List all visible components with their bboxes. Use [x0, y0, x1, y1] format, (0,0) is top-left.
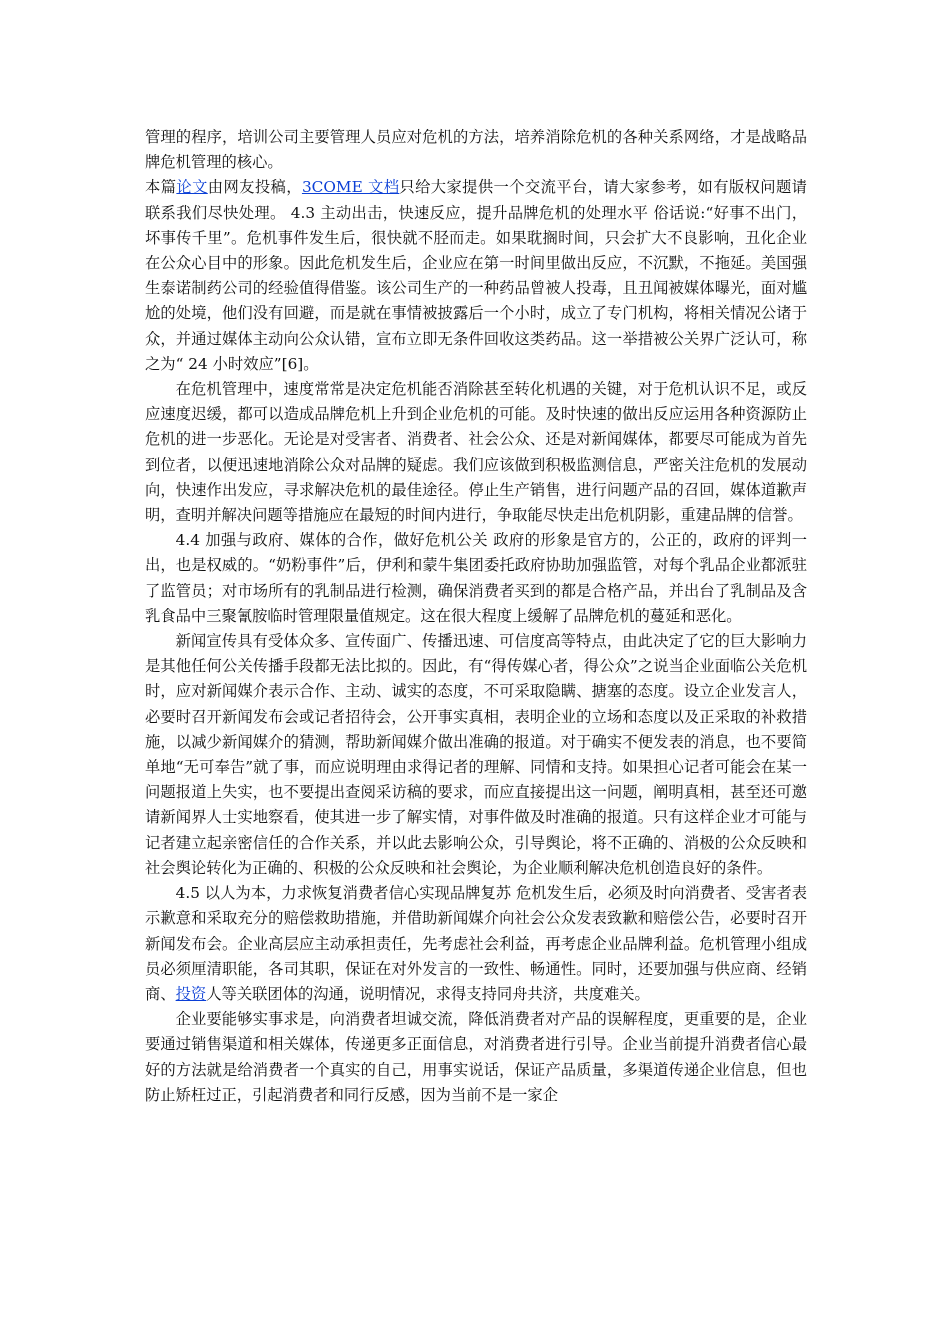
- paragraph-6-text-1: 4.5 以人为本，力求恢复消费者信心实现品牌复苏 危机发生后，必须及时向消费者、受害者表示歉意和采取充分的赔偿救助措施，并借助新闻媒介向社会公众发表致歉和赔偿公告，必要时召开新闻发布会。企业高层应主动承担责任，先考虑社会利益，再考虑企业品牌利益。危机管理小组成员必须厘清职能，各司其职，保证在对外发言的一致性、畅通性。同时，还要加强与供应商、经销商、: [145, 884, 807, 1003]
- paragraph-7: 企业要能够实事求是，向消费者坦诚交流，降低消费者对产品的误解程度，更重要的是，企业要通过销售渠道和相关媒体，传递更多正面信息，对消费者进行引导。企业当前提升消费者信心最好的方法就是给消费者一个真实的自己，用事实说话，保证产品质量，多渠道传递企业信息，但也防止矫枉过正，引起消费者和同行反感，因为当前不是一家企: [145, 1010, 807, 1104]
- paragraph-2: [145, 175, 807, 377]
- paragraph-2-text-1: 本篇: [145, 178, 177, 197]
- paragraph-1: 管理的程序，培训公司主要管理人员应对危机的方法，培养消除危机的各种关系网络，才是战略品牌危机管理的核心。: [145, 128, 807, 172]
- paragraph-6: [145, 881, 807, 1007]
- link-3come-docs[interactable]: 3COME 文档: [301, 178, 400, 197]
- paragraph-3: 在危机管理中，速度常常是决定危机能否消除甚至转化机遇的关键，对于危机认识不足，或反应速度迟缓，都可以造成品牌危机上升到企业危机的可能。及时快速的做出反应运用各种资源防止危机的进一步恶化。无论是对受害者、消费者、社会公众、还是对新闻媒体，都要尽可能成为首先到位者，以便迅速地消除公众对品牌的疑虑。我们应该做到积极监测信息，严密关注危机的发展动向，快速作出发应，寻求解决危机的最佳途径。停止生产销售，进行问题产品的召回，媒体道歉声明，查明并解决问题等措施应在最短的时间内进行，争取能尽快走出危机阴影，重建品牌的信誉。: [145, 380, 807, 525]
- paragraph-5: 新闻宣传具有受体众多、宣传面广、传播迅速、可信度高等特点，由此决定了它的巨大影响力是其他任何公关传播手段都无法比拟的。因此，有“得传媒心者，得公众”之说当企业面临公关危机时，应对新闻媒介表示合作、主动、诚实的态度，不可采取隐瞒、搪塞的态度。设立企业发言人，必要时召开新闻发布会或记者招待会，公开事实真相，表明企业的立场和态度以及正采取的补救措施，以减少新闻媒介的猜测，帮助新闻媒介做出准确的报道。对于确实不便发表的消息，也不要简单地“无可奉告”就了事，而应说明理由求得记者的理解、同情和支持。如果担心记者可能会在某一问题报道上失实，也不要提出查阅采访稿的要求，而应直接提出这一问题，阐明真相，甚至还可邀请新闻界人士实地察看，使其进一步了解实情，对事件做及时准确的报道。只有这样企业才可能与记者建立起亲密信任的合作关系，并以此去影响公众，引导舆论，将不正确的、消极的公众反映和社会舆论转化为正确的、积极的公众反映和社会舆论，为企业顺利解决危机创造良好的条件。: [145, 632, 807, 877]
- link-investment[interactable]: 投资: [175, 984, 207, 1003]
- paragraph-6-text-2: 人等关联团体的沟通，说明情况，求得支持同舟共济，共度难关。: [206, 984, 650, 1003]
- paragraph-2-text-3: 只给大家提供一个交流平台，请大家参考，如有版权问题请联系我们尽快处理。 4.3 主动出击，快速反应，提升品牌危机的处理水平 俗话说:“好事不出门，坏事传千里”。危机事件发生后，很快就不胫而走。如果耽搁时间，只会扩大不良影响，丑化企业在公众心目中的形象。因此危机发生后，企业应在第一时间里做出反应，不沉默，不拖延。美国强生泰诺制药公司的经验值得借鉴。该公司生产的一种药品曾被人投毒，且丑闻被媒体曝光，面对尴尬的处境，他们没有回避，而是就在事情被披露后一个小时，成立了专门机构，将相关情况公诸于众，并通过媒体主动向公众认错，宣布立即无条件回收这类药品。这一举措被公关界广泛认可，称之为“ 24 小时效应”[6]。: [145, 178, 807, 373]
- document-page: [145, 125, 807, 1108]
- paragraph-4: 4.4 加强与政府、媒体的合作，做好危机公关 政府的形象是官方的，公正的，政府的评判一出，也是权威的。“奶粉事件”后，伊利和蒙牛集团委托政府协助加强监管，对每个乳品企业都派驻了监管员；对市场所有的乳制品进行检测，确保消费者买到的都是合格产品，并出台了乳制品及含乳食品中三聚氰胺临时管理限量值规定。这在很大程度上缓解了品牌危机的蔓延和恶化。: [145, 531, 807, 625]
- paragraph-2-text-2: 由网友投稿，: [207, 178, 302, 197]
- link-thesis[interactable]: 论文: [176, 178, 208, 197]
